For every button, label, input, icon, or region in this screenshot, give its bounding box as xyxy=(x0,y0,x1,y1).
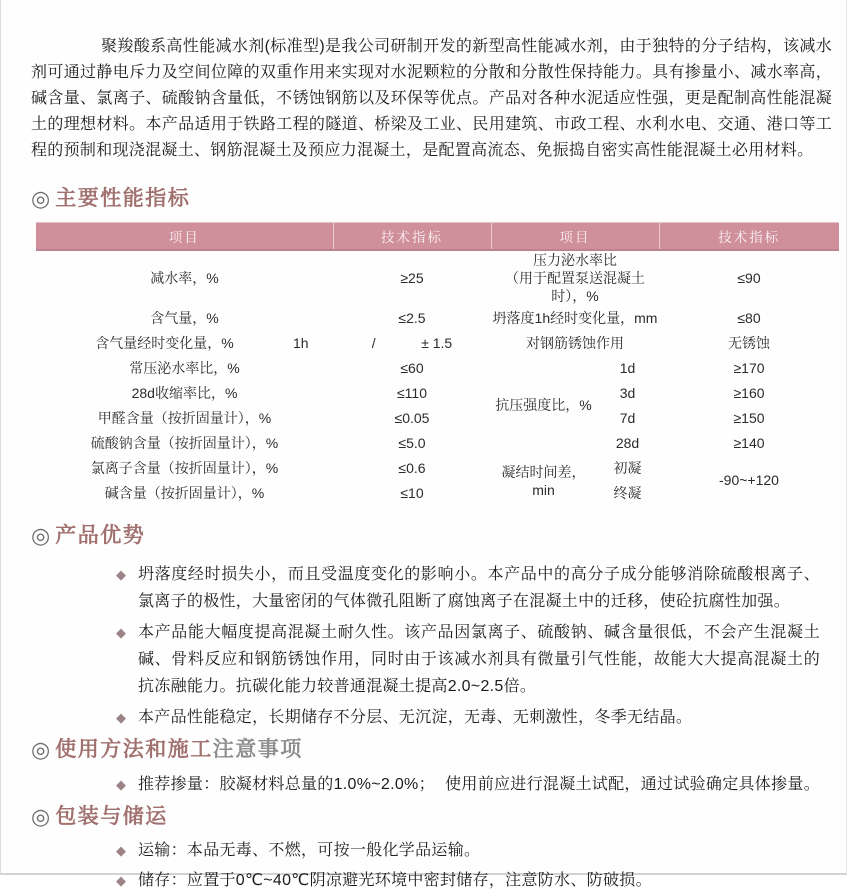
cell-value: ≥160 xyxy=(733,384,765,401)
cell-item-label: 含气量经时变化量，% xyxy=(95,334,234,351)
performance-table xyxy=(36,222,839,505)
cell-value: ≤10 xyxy=(400,484,424,501)
table-row xyxy=(36,455,839,480)
usage-text xyxy=(138,771,820,798)
cell-item: 坍落度1h经时变化量，mm xyxy=(492,309,658,326)
table-row xyxy=(36,430,839,455)
section-title-text-sub: 注意事项 xyxy=(212,738,303,761)
list-item xyxy=(116,561,820,615)
cell-value-slash: / xyxy=(371,334,376,351)
section-title-packaging xyxy=(31,804,834,830)
cell-value: ≤5.0 xyxy=(398,434,426,451)
cell-value xyxy=(333,330,491,355)
cell-item-line1: 压力泌水率比 xyxy=(533,252,617,268)
list-item xyxy=(116,868,820,894)
cell-age: 3d xyxy=(619,384,636,401)
cell-item: 硫酸钠含量（按折固量计），% xyxy=(90,434,279,451)
section-bullet-icon: ◎ xyxy=(31,737,51,762)
advantage-text: 本产品性能稳定，长期储存不分层、无沉淀，无毒、无刺激性，冬季无结晶。 xyxy=(138,709,693,726)
table-header-row xyxy=(36,223,839,251)
cell-value: 无锈蚀 xyxy=(728,334,770,351)
advantage-text: 坍落度经时损失小，而且受温度变化的影响小。本产品中的高分子成分能够消除硫酸根离子、氯离子的极性，大量密闭的气体微孔阻断了腐蚀离子在混凝土中的迁移，使砼抗腐性加强。 xyxy=(138,566,820,610)
table-row xyxy=(36,380,839,405)
cell-value: ≤0.05 xyxy=(394,409,430,426)
cell-item: 28d收缩率比，% xyxy=(131,384,238,401)
cell-value: ≤2.5 xyxy=(398,309,426,326)
section-title-advantages xyxy=(31,523,834,549)
cell-item-line2: （用于配置泵送混凝土时），% xyxy=(505,270,645,304)
diamond-bullet-icon: ◆ xyxy=(116,843,126,858)
section-bullet-icon: ◎ xyxy=(31,186,51,211)
cell-value: ≥170 xyxy=(733,359,765,376)
section-title-performance xyxy=(31,186,834,212)
usage-list xyxy=(116,771,820,798)
diamond-bullet-icon: ◆ xyxy=(116,777,126,792)
cell-value: ≤90 xyxy=(737,270,761,286)
section-title-text: 包装与储运 xyxy=(55,805,168,828)
section-bullet-icon: ◎ xyxy=(31,804,51,829)
section-title-usage xyxy=(31,737,834,763)
advantages-list xyxy=(116,561,820,731)
section-title-text: 主要性能指标 xyxy=(55,187,191,210)
diamond-bullet-icon: ◆ xyxy=(116,710,126,725)
table-row xyxy=(36,330,839,355)
cell-value: ≥25 xyxy=(400,270,424,286)
cell-item-span: 抗压强度比，% xyxy=(495,397,592,413)
packaging-text: 运输：本品无毒、不燃，可按一般化学品运输。 xyxy=(138,842,481,859)
table-row xyxy=(36,405,839,430)
header-value-right: 技术指标 xyxy=(659,223,839,251)
cell-item xyxy=(491,250,659,305)
list-item xyxy=(116,838,820,864)
cell-item: 碱含量（按折固量计），% xyxy=(104,484,265,501)
cell-value: ≤110 xyxy=(396,384,427,401)
cell-item-sub: 1h xyxy=(293,334,309,351)
list-item xyxy=(116,619,820,700)
cell-value: ≥150 xyxy=(733,409,765,426)
usage-dosage: 推荐掺量：胶凝材料总量的1.0%~2.0%； xyxy=(138,776,435,793)
cell-age: 28d xyxy=(615,434,640,451)
cell-value: ≥140 xyxy=(733,434,765,451)
cell-value: ≤0.6 xyxy=(398,459,426,476)
list-item xyxy=(116,704,820,731)
cell-age: 初凝 xyxy=(613,459,642,476)
cell-item: 减水率，% xyxy=(150,270,219,286)
header-value-left: 技术指标 xyxy=(333,223,491,251)
cell-item-span: 凝结时间差，min xyxy=(501,464,586,498)
cell-item: 常压泌水率比，% xyxy=(129,359,240,376)
table-row xyxy=(36,355,839,380)
cell-item: 对钢筋锈蚀作用 xyxy=(526,334,624,351)
usage-note: 使用前应进行混凝土试配，通过试验确定具体掺量。 xyxy=(445,776,820,793)
section-title-text: 产品优势 xyxy=(55,524,146,547)
header-item-left: 项目 xyxy=(36,223,333,251)
cell-item: 含气量，% xyxy=(150,309,219,326)
cell-value: ≤60 xyxy=(400,359,424,376)
cell-value-number: ± 1.5 xyxy=(421,334,453,351)
cell-age: 7d xyxy=(619,409,636,426)
cell-item: 甲醛含量（按折固量计），% xyxy=(97,409,272,426)
cell-age: 终凝 xyxy=(613,484,642,501)
cell-value: ≤80 xyxy=(737,309,761,326)
packaging-text: 储存：应置于0℃~40℃阴凉避光环境中密封储存，注意防水、防破损。 xyxy=(138,872,652,889)
advantage-text: 本产品能大幅度提高混凝土耐久性。该产品因氯离子、硫酸钠、碱含量很低，不会产生混凝土碱、骨料反应和钢筋锈蚀作用，同时由于该减水剂具有微量引气性能，故能大大提高混凝土的抗冻融能力。抗碳化能力较普通混凝土提高2.0~2.5倍。 xyxy=(138,624,820,695)
cell-item: 氯离子含量（按折固量计），% xyxy=(90,459,279,476)
diamond-bullet-icon: ◆ xyxy=(116,567,126,582)
table-row xyxy=(36,250,839,305)
table-row xyxy=(36,305,839,330)
intro-paragraph: 聚羧酸系高性能减水剂(标准型)是我公司研制开发的新型高性能减水剂，由于独特的分子结构，该减水剂可通过静电斥力及空间位障的双重作用来实现对水泥颗粒的分散和分散性保持能力。具有掺量小、减水率高，碱含量、氯离子、硫酸钠含量低，不锈蚀钢筋以及环保等优点。产品对各种水泥适应性强，更是配制高性能混凝土的理想材料。本产品适用于铁路工程的隧道、桥梁及工业、民用建筑、市政工程、水利水电、交通、港口等工程的预制和现浇混凝土、钢筋混凝土及预应力混凝土，是配置高流态、免振捣自密实高性能混凝土必用材料。 xyxy=(31,38,832,159)
cell-item xyxy=(36,330,333,355)
header-item-right: 项目 xyxy=(491,223,659,251)
cell-value: -90~+120 xyxy=(719,472,779,488)
section-bullet-icon: ◎ xyxy=(31,523,51,548)
packaging-list xyxy=(116,838,820,894)
list-item xyxy=(116,771,820,798)
cell-age: 1d xyxy=(619,359,636,376)
diamond-bullet-icon: ◆ xyxy=(116,625,126,640)
section-title-text: 使用方法和施工 xyxy=(55,738,213,761)
diamond-bullet-icon: ◆ xyxy=(116,873,126,888)
